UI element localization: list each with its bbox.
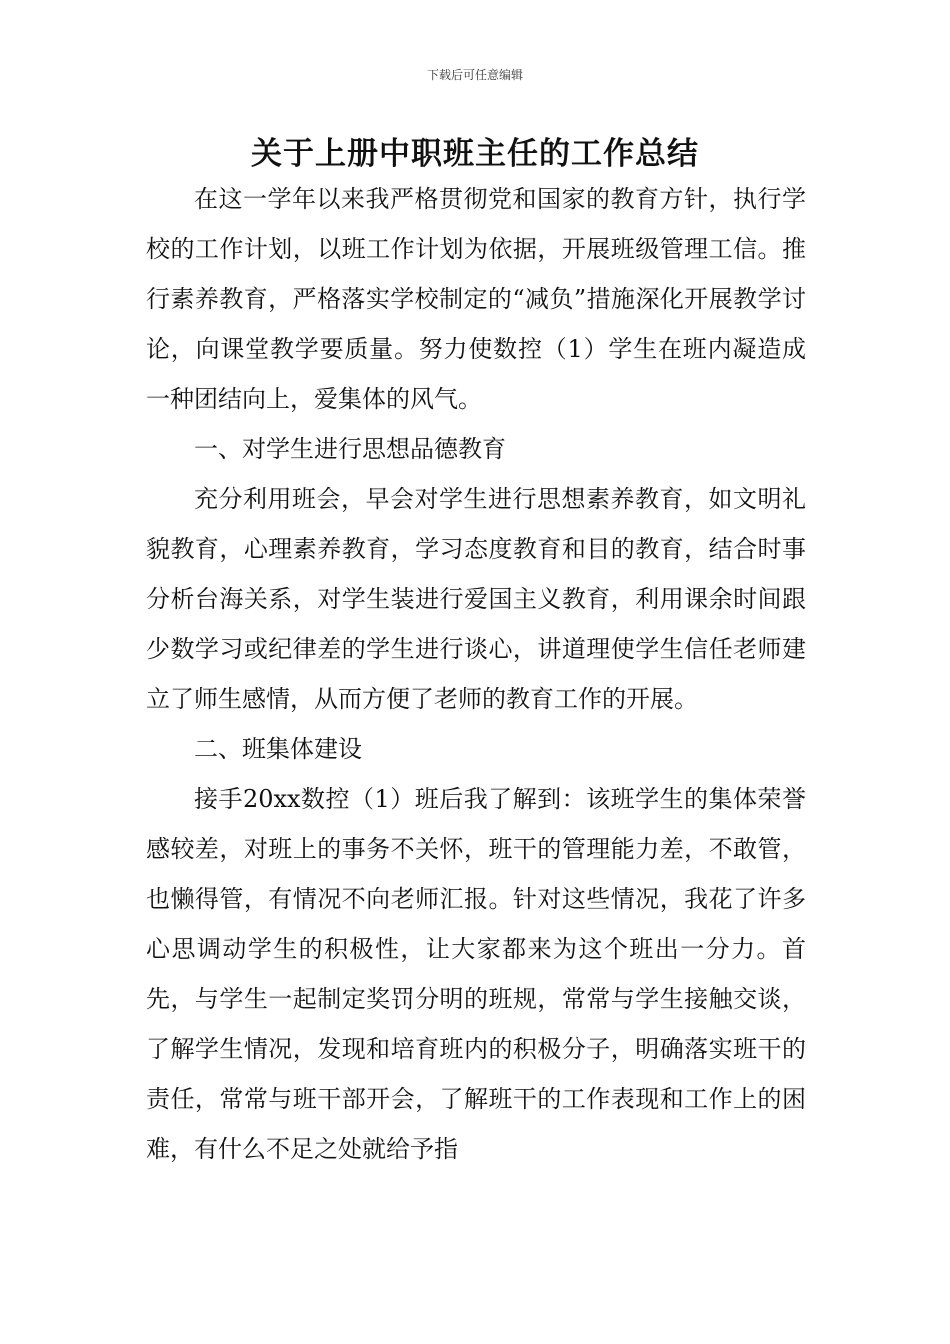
document-body (146, 174, 806, 1174)
header-note: 下载后可任意编辑 (426, 68, 523, 82)
paragraph-intro: 在这一学年以来我严格贯彻党和国家的教育方针，执行学校的工作计划，以班工作计划为依据，开展班级管理工信。推行素养教育，严格落实学校制定的“减负”措施深化开展教学讨论，向课堂教学要质量。努力使数控（1）学生在班内凝造成一种团结向上，爱集体的风气。 (146, 185, 806, 413)
paragraph-moral-education: 充分利用班会，早会对学生进行思想素养教育，如文明礼貌教育，心理素养教育，学习态度教育和目的教育，结合时事分析台海关系，对学生装进行爱国主义教育，利用课余时间跟少数学习或纪律差的学生进行谈心，讲道理使学生信任老师建立了师生感情，从而方便了老师的教育工作的开展。 (146, 485, 806, 713)
paragraph-class-building: 接手20xx数控（1）班后我了解到：该班学生的集体荣誉感较差，对班上的事务不关怀，班干的管理能力差，不敢管，也懒得管，有情况不向老师汇报。针对这些情况，我花了许多心思调动学生的积极性，让大家都来为这个班出一分力。首先，与学生一起制定奖罚分明的班规，常常与学生接触交谈，了解学生情况，发现和培育班内的积极分子，明确落实班干的责任，常常与班干部开会，了解班干的工作表现和工作上的困难，有什么不足之处就给予指 (146, 785, 806, 1163)
section-heading-1: 一、对学生进行思想品德教育 (194, 435, 506, 463)
section-heading-2: 二、班集体建设 (194, 735, 362, 763)
document-title: 关于上册中职班主任的工作总结 (251, 136, 699, 172)
